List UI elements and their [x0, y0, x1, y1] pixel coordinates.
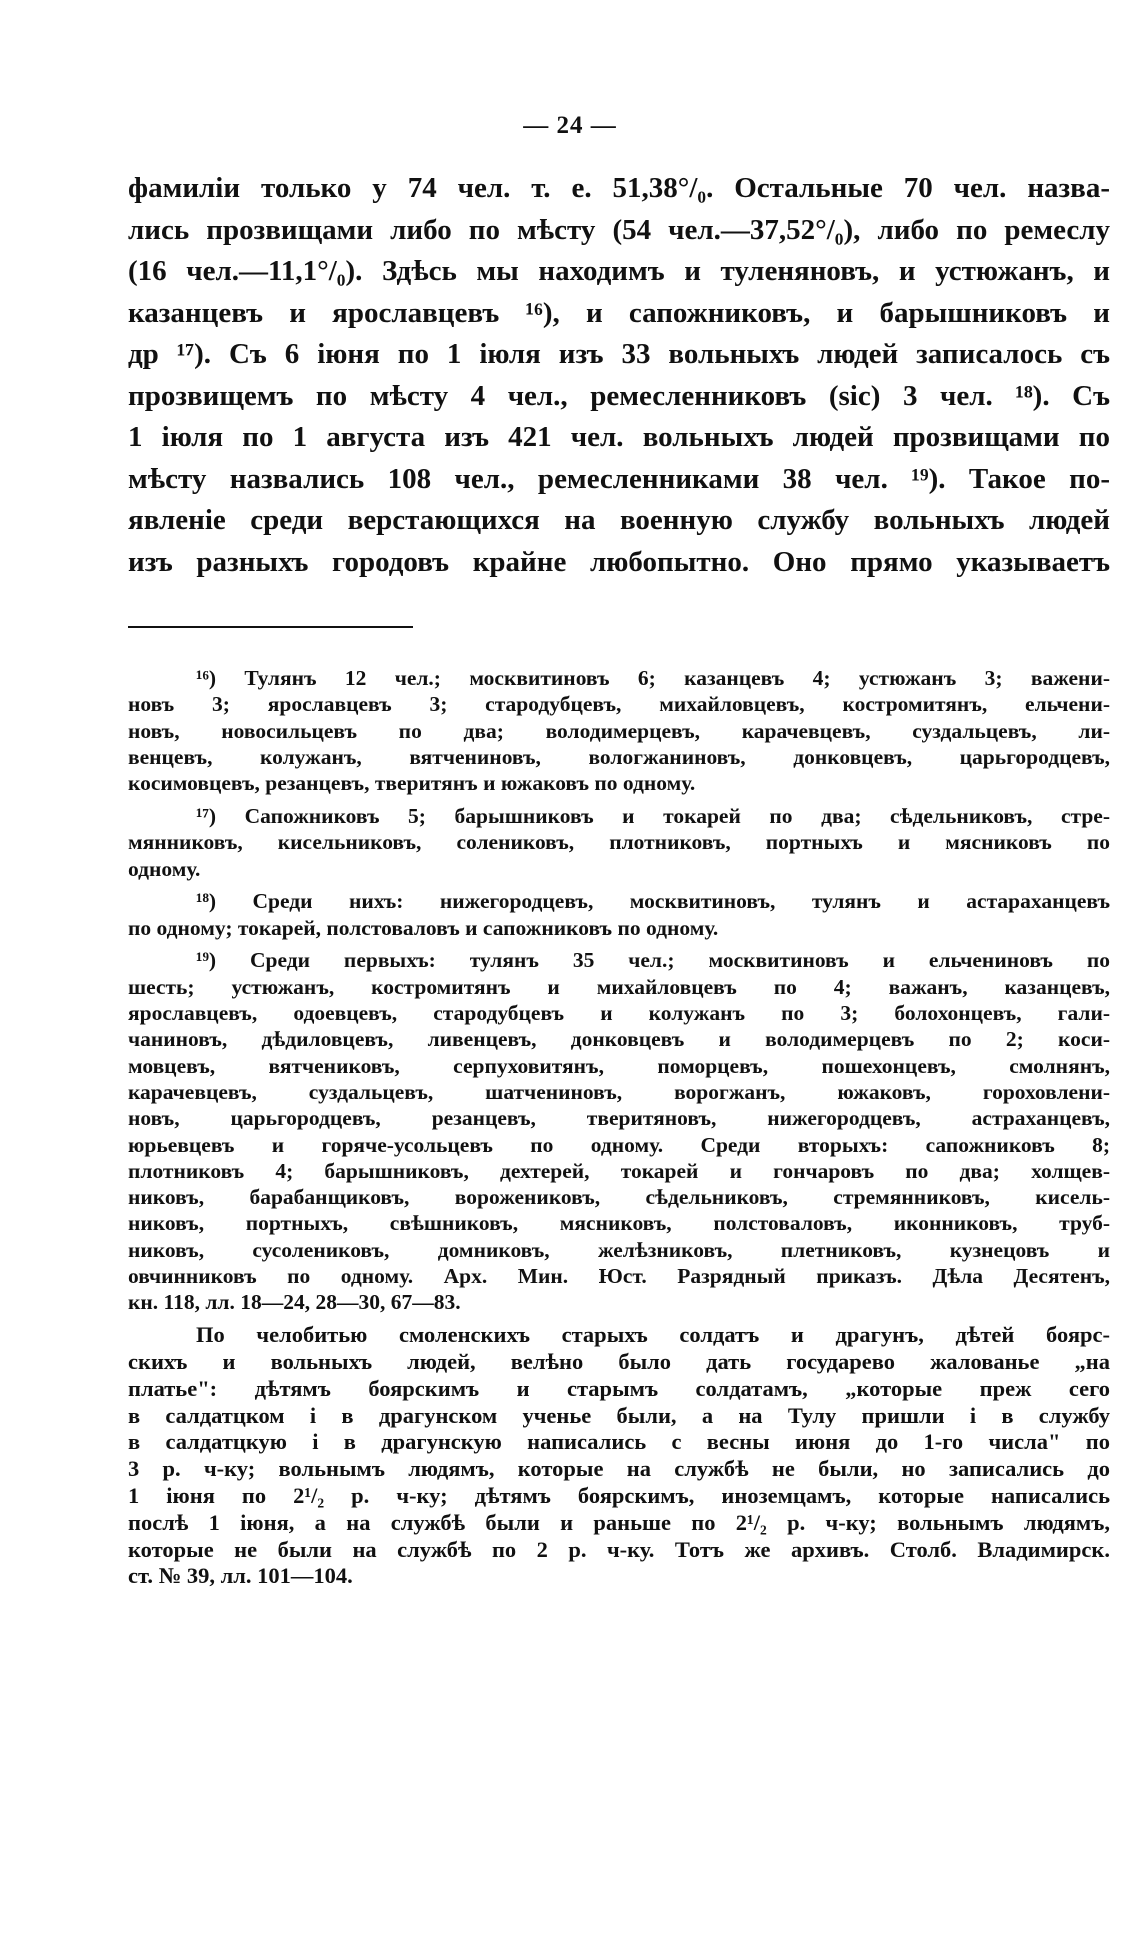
continuation-line: платье": дѣтямъ боярскимъ и старымъ солдатамъ, „которые преж сего [128, 1375, 1110, 1401]
main-text [128, 168, 1110, 583]
footnote-line: юрьевцевъ и горяче-усольцевъ по одному. Среди вторыхъ: сапожниковъ 8; [128, 1132, 1110, 1157]
continuation-line: скихъ и вольныхъ людей, велѣно было дать государево жалованье „на [128, 1348, 1110, 1374]
footnote-16 [128, 665, 1110, 796]
footnote-line: ярославцевъ, одоевцевъ, стародубцевъ и колужанъ по 3; болохонцевъ, гали- [128, 1001, 1110, 1026]
footnote-17 [128, 803, 1110, 882]
footnote-19 [128, 947, 1110, 1315]
continuation-line: 3 р. ч-ку; вольнымъ людямъ, которые на службѣ не были, но записались до [128, 1456, 1110, 1482]
main-line: явленiе среди верстающихся на военную службу вольныхъ людей [128, 504, 1110, 536]
footnote-line: шесть; устюжанъ, костромитянъ и михайловцевъ по 4; важанъ, казанцевъ, [128, 974, 1110, 999]
main-line: фамилiи только у 74 чел. т. е. 51,38°/₀. Остальные 70 чел. назва- [128, 172, 1110, 204]
footnote-line: мовцевъ, вятчениковъ, серпуховитянъ, поморцевъ, пошехонцевъ, смолнянъ, [128, 1053, 1110, 1078]
footnote-line: никовъ, сусолениковъ, домниковъ, желѣзниковъ, плетниковъ, кузнецовъ и [128, 1237, 1110, 1262]
footnote-line: новъ 3; ярославцевъ 3; стародубцевъ, михайловцевъ, костромитянъ, ельчени- [128, 692, 1110, 717]
footnote-line: никовъ, портныхъ, свѣшниковъ, мясниковъ, полстоваловъ, иконниковъ, труб- [128, 1211, 1110, 1236]
footnote-line: кн. 118, лл. 18—24, 28—30, 67—83. [128, 1290, 461, 1315]
continuation-line: в салдатцкую і в драгунскую написались с весны июня до 1-го числа" по [128, 1429, 1110, 1455]
footnote-line: ¹⁶) Тулянъ 12 чел.; москвитиновъ 6; казанцевъ 4; устюжанъ 3; важени- [196, 666, 1110, 690]
main-line: изъ разныхъ городовъ крайне любопытно. Оно прямо указываетъ [128, 545, 1110, 578]
footnote-line: ¹⁷) Сапожниковъ 5; барышниковъ и токарей по два; сѣдельниковъ, стре- [196, 803, 1110, 828]
footnote-line: по одному; токарей, полстоваловъ и сапожниковъ по одному. [128, 915, 719, 940]
footnote-18 [128, 888, 1110, 941]
page-number: — 24 — [523, 112, 617, 139]
footnote-line: карачевцевъ, суздальцевъ, шатчениновъ, ворогжанъ, южаковъ, гороховлени- [128, 1079, 1110, 1104]
footnote-line: косимовцевъ, резанцевъ, тверитянъ и южаковъ по одному. [128, 771, 696, 796]
footnote-line: новъ, новосильцевъ по два; володимерцевъ, карачевцевъ, суздальцевъ, ли- [128, 718, 1110, 743]
footnote-line: мянниковъ, кисельниковъ, солениковъ, плотниковъ, портныхъ и мясниковъ по [128, 830, 1110, 855]
footnote-line: плотниковъ 4; барышниковъ, дехтерей, токарей и гончаровъ по два; холщев- [128, 1158, 1110, 1183]
main-line: прозвищемъ по мѣсту 4 чел., ремесленниковъ (sic) 3 чел. ¹⁸). Съ [128, 379, 1110, 412]
main-line: казанцевъ и ярославцевъ ¹⁶), и сапожниковъ, и барышниковъ и [128, 296, 1110, 329]
continuation-line: По челобитью смоленскихъ старыхъ солдатъ и драгунъ, дѣтей боярс- [196, 1322, 1110, 1348]
main-line: 1 iюля по 1 августа изъ 421 чел. вольныхъ людей прозвищами по [128, 421, 1110, 453]
footnote-line: овчинниковъ по одному. Арх. Мин. Юст. Разрядный приказъ. Дѣла Десятенъ, [128, 1264, 1110, 1289]
main-line: лись прозвищами либо по мѣсту (54 чел.—37,52°/₀), либо по ремеслу [128, 213, 1110, 246]
footnote-line: ¹⁹) Среди первыхъ: тулянъ 35 чел.; москвитиновъ и ельчениновъ по [196, 948, 1110, 973]
continuation-line: в салдатцком і в драгунском ученье были, а на Тулу пришли і в службу [128, 1402, 1110, 1428]
continuation-line: послѣ 1 іюня, а на службѣ были и раньше по 2¹/₂ р. ч-ку; вольнымъ людямъ, [128, 1509, 1110, 1535]
main-line: др ¹⁷). Съ 6 iюня по 1 iюля изъ 33 вольныхъ людей записалось съ [128, 338, 1110, 370]
continuation-line: которые не были на службѣ по 2 р. ч-ку. Тотъ же архивъ. Столб. Владимирск. [128, 1536, 1110, 1562]
main-line: (16 чел.—11,1°/₀). Здѣсь мы находимъ и туленяновъ, и устюжанъ, и [128, 255, 1110, 287]
footnote-line: новъ, царьгородцевъ, резанцевъ, тверитяновъ, нижегородцевъ, астраханцевъ, [128, 1106, 1110, 1131]
footnote-line: ¹⁸) Среди нихъ: нижегородцевъ, москвитиновъ, тулянъ и астараханцевъ [196, 889, 1110, 914]
footnote-line: никовъ, барабанщиковъ, ворожениковъ, сѣдельниковъ, стремянниковъ, кисель- [128, 1185, 1110, 1210]
footnote-line: чаниновъ, дѣдиловцевъ, ливенцевъ, донковцевъ и володимерцевъ по 2; коси- [128, 1027, 1110, 1052]
footnote-divider [128, 626, 413, 628]
main-line: мѣсту назвались 108 чел., ремесленниками 38 чел. ¹⁹). Такое по- [128, 462, 1110, 495]
footnote-line: венцевъ, колужанъ, вятчениновъ, вологжаниновъ, донковцевъ, царьгородцевъ, [128, 744, 1110, 769]
footnotes [128, 665, 1110, 1597]
continuation-paragraph [128, 1322, 1110, 1590]
continuation-line: ст. № 39, лл. 101—104. [128, 1563, 353, 1589]
footnote-line: одному. [128, 856, 201, 881]
continuation-line: 1 іюня по 2¹/₂ р. ч-ку; дѣтямъ боярскимъ, иноземцамъ, которые написались [128, 1482, 1110, 1508]
